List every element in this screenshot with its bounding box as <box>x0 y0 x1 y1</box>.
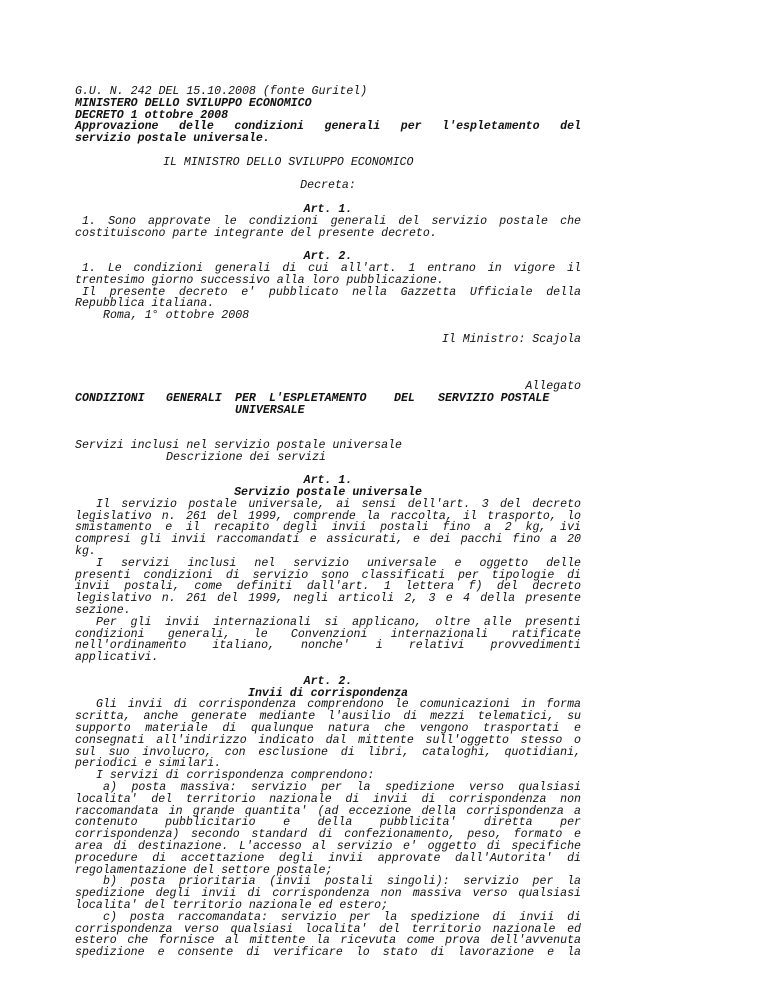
place-date: Roma, 1° ottobre 2008 <box>103 309 250 323</box>
annex-heading <box>75 393 581 405</box>
art1-line: I servizi inclusi nel servizio universale e oggetto delle <box>96 556 581 570</box>
art1-heading: Servizio postale universale <box>234 486 422 500</box>
ministry-name: MINISTERO DELLO SVILUPPO ECONOMICO <box>75 96 312 110</box>
art1-line: applicativi. <box>75 651 159 665</box>
gazette-reference: G.U. N. 242 DEL 15.10.2008 (fonte Guritel) <box>75 85 368 98</box>
decree-date: DECRETO 1 ottobre 2008 <box>75 108 229 122</box>
art2-line: sul suo involucro, con esclusione di libri, cataloghi, quotidiani, <box>75 745 581 759</box>
decree-art2-line: Repubblica italiana. <box>75 297 215 311</box>
decree-art2-line: 1. Le condizioni generali di cui all'art. 1 entrano in vigore il <box>82 261 581 275</box>
art2-line: supporto materiale di qualunque natura che vengono trasportati e <box>75 722 581 736</box>
art1-line: kg. <box>75 545 96 559</box>
art1-line: Per gli invii internazionali si applicano, oltre alle presenti <box>96 615 581 629</box>
art2-line: area di destinazione. L'accesso al servizio e' oggetto di specifiche <box>75 840 581 853</box>
annex-heading-word: CONDIZIONI <box>75 391 145 405</box>
art2-line: scritta, anche generate mediante l'ausilio di mezzi telematici, su <box>75 710 581 724</box>
decree-art1-title: Art. 1. <box>303 202 353 216</box>
art2-line: spedizione e consente di verificare lo stato di lavorazione e la <box>75 946 581 960</box>
section-title: Servizi inclusi nel servizio postale universale <box>75 438 402 452</box>
art2-title: Art. 2. <box>303 674 353 688</box>
document-page <box>75 86 581 959</box>
art2-line: Gli invii di corrispondenza comprendono le comunicazioni in forma <box>96 698 581 712</box>
art1-line: legislativo n. 261 del 1999, negli articoli 2, 3 e 4 della presente <box>75 592 581 606</box>
art2-heading: Invii di corrispondenza <box>247 686 409 700</box>
section-subtitle: Descrizione dei servizi <box>166 450 327 464</box>
art2-line: raccomandata in grande quantita' (ad eccezione della corrispondenza a <box>75 804 581 818</box>
art1-line: smistamento e il recapito degli invii postali fino a 2 kg, ivi <box>75 521 581 535</box>
decree-art2-title: Art. 2. <box>303 250 353 264</box>
art1-title: Art. 1. <box>303 474 353 488</box>
annex-heading-word: DEL <box>394 391 415 405</box>
art2-line: I servizi di corrispondenza comprendono: <box>96 769 375 783</box>
annex-heading-second: UNIVERSALE <box>235 403 305 417</box>
art2-line: estero che fornisce al mittente la ricevuta come prova dell'avvenuta <box>75 934 581 948</box>
decree-subject-line-1: Approvazione delle condizioni generali per l'espletamento del <box>75 120 581 134</box>
annex-label: Allegato <box>525 379 581 393</box>
minister-signature: Il Ministro: Scajola <box>441 332 581 346</box>
art1-line: presenti condizioni di servizio sono classificati per tipologie di <box>75 568 581 582</box>
decree-art1-line: costituiscono parte integrante del presente decreto. <box>75 226 437 240</box>
art1-line: condizioni generali, le Convenzioni internazionali ratificate <box>75 627 581 641</box>
art2-line: procedure di accettazione degli invii approvate dall'Autorita' di <box>75 851 581 865</box>
art2-line: localita' del territorio nazionale di invii di corrispondenza non <box>75 792 581 806</box>
art2-line: localita' del territorio nazionale ed estero; <box>75 898 389 912</box>
art1-line: invii postali, come definiti dall'art. 1 lettera f) del decreto <box>75 580 581 594</box>
decreta-label: Decreta: <box>300 179 356 193</box>
art1-line: Il servizio postale universale, ai sensi dell'art. 3 del decreto <box>96 497 581 511</box>
art2-line: periodici e similari. <box>75 757 222 771</box>
decree-art2-line: trentesimo giorno successivo alla loro pubblicazione. <box>75 273 444 287</box>
annex-heading-word: PER <box>235 391 256 405</box>
annex-heading-word: GENERALI <box>166 391 222 405</box>
annex-heading-word: L'ESPLETAMENTO <box>269 391 367 405</box>
minister-heading: IL MINISTRO DELLO SVILUPPO ECONOMICO <box>163 155 414 169</box>
art2-line: spedizione degli invii di corrispondenza non massiva verso qualsiasi <box>75 887 581 901</box>
art1-line: legislativo n. 261 del 1999, comprende la raccolta, il trasporto, lo <box>75 509 581 523</box>
decree-art2-line: Il presente decreto e' pubblicato nella Gazzetta Ufficiale della <box>82 285 581 299</box>
art1-line: compresi gli invii raccomandati e assicurati, e dei pacchi fino a 20 <box>75 533 581 547</box>
art1-line: sezione. <box>75 604 131 618</box>
art2-line: b) posta prioritaria (invii postali singoli): servizio per la <box>103 875 581 889</box>
art2-line: regolamentazione del settore postale; <box>75 863 333 877</box>
annex-heading-word: SERVIZIO POSTALE <box>438 391 550 405</box>
decree-art1-line: 1. Sono approvate le condizioni generali del servizio postale che <box>82 214 581 228</box>
art2-line: contenuto pubblicitario e della pubblicita' diretta per <box>75 816 581 830</box>
art2-line: c) posta raccomandata: servizio per la spedizione di invii di <box>103 910 581 924</box>
decree-subject-line-2: servizio postale universale. <box>75 132 270 146</box>
art2-line: corrispondenza verso qualsiasi localita' del territorio nazionale ed <box>75 922 581 936</box>
art2-line: a) posta massiva: servizio per la spedizione verso qualsiasi <box>103 781 581 795</box>
art1-line: nell'ordinamento italiano, nonche' i relativi provvedimenti <box>75 639 581 653</box>
art2-line: consegnati all'indirizzo indicato dal mittente sull'oggetto stesso o <box>75 733 581 747</box>
art2-line: corrispondenza) secondo standard di confezionamento, peso, formato e <box>75 828 581 842</box>
